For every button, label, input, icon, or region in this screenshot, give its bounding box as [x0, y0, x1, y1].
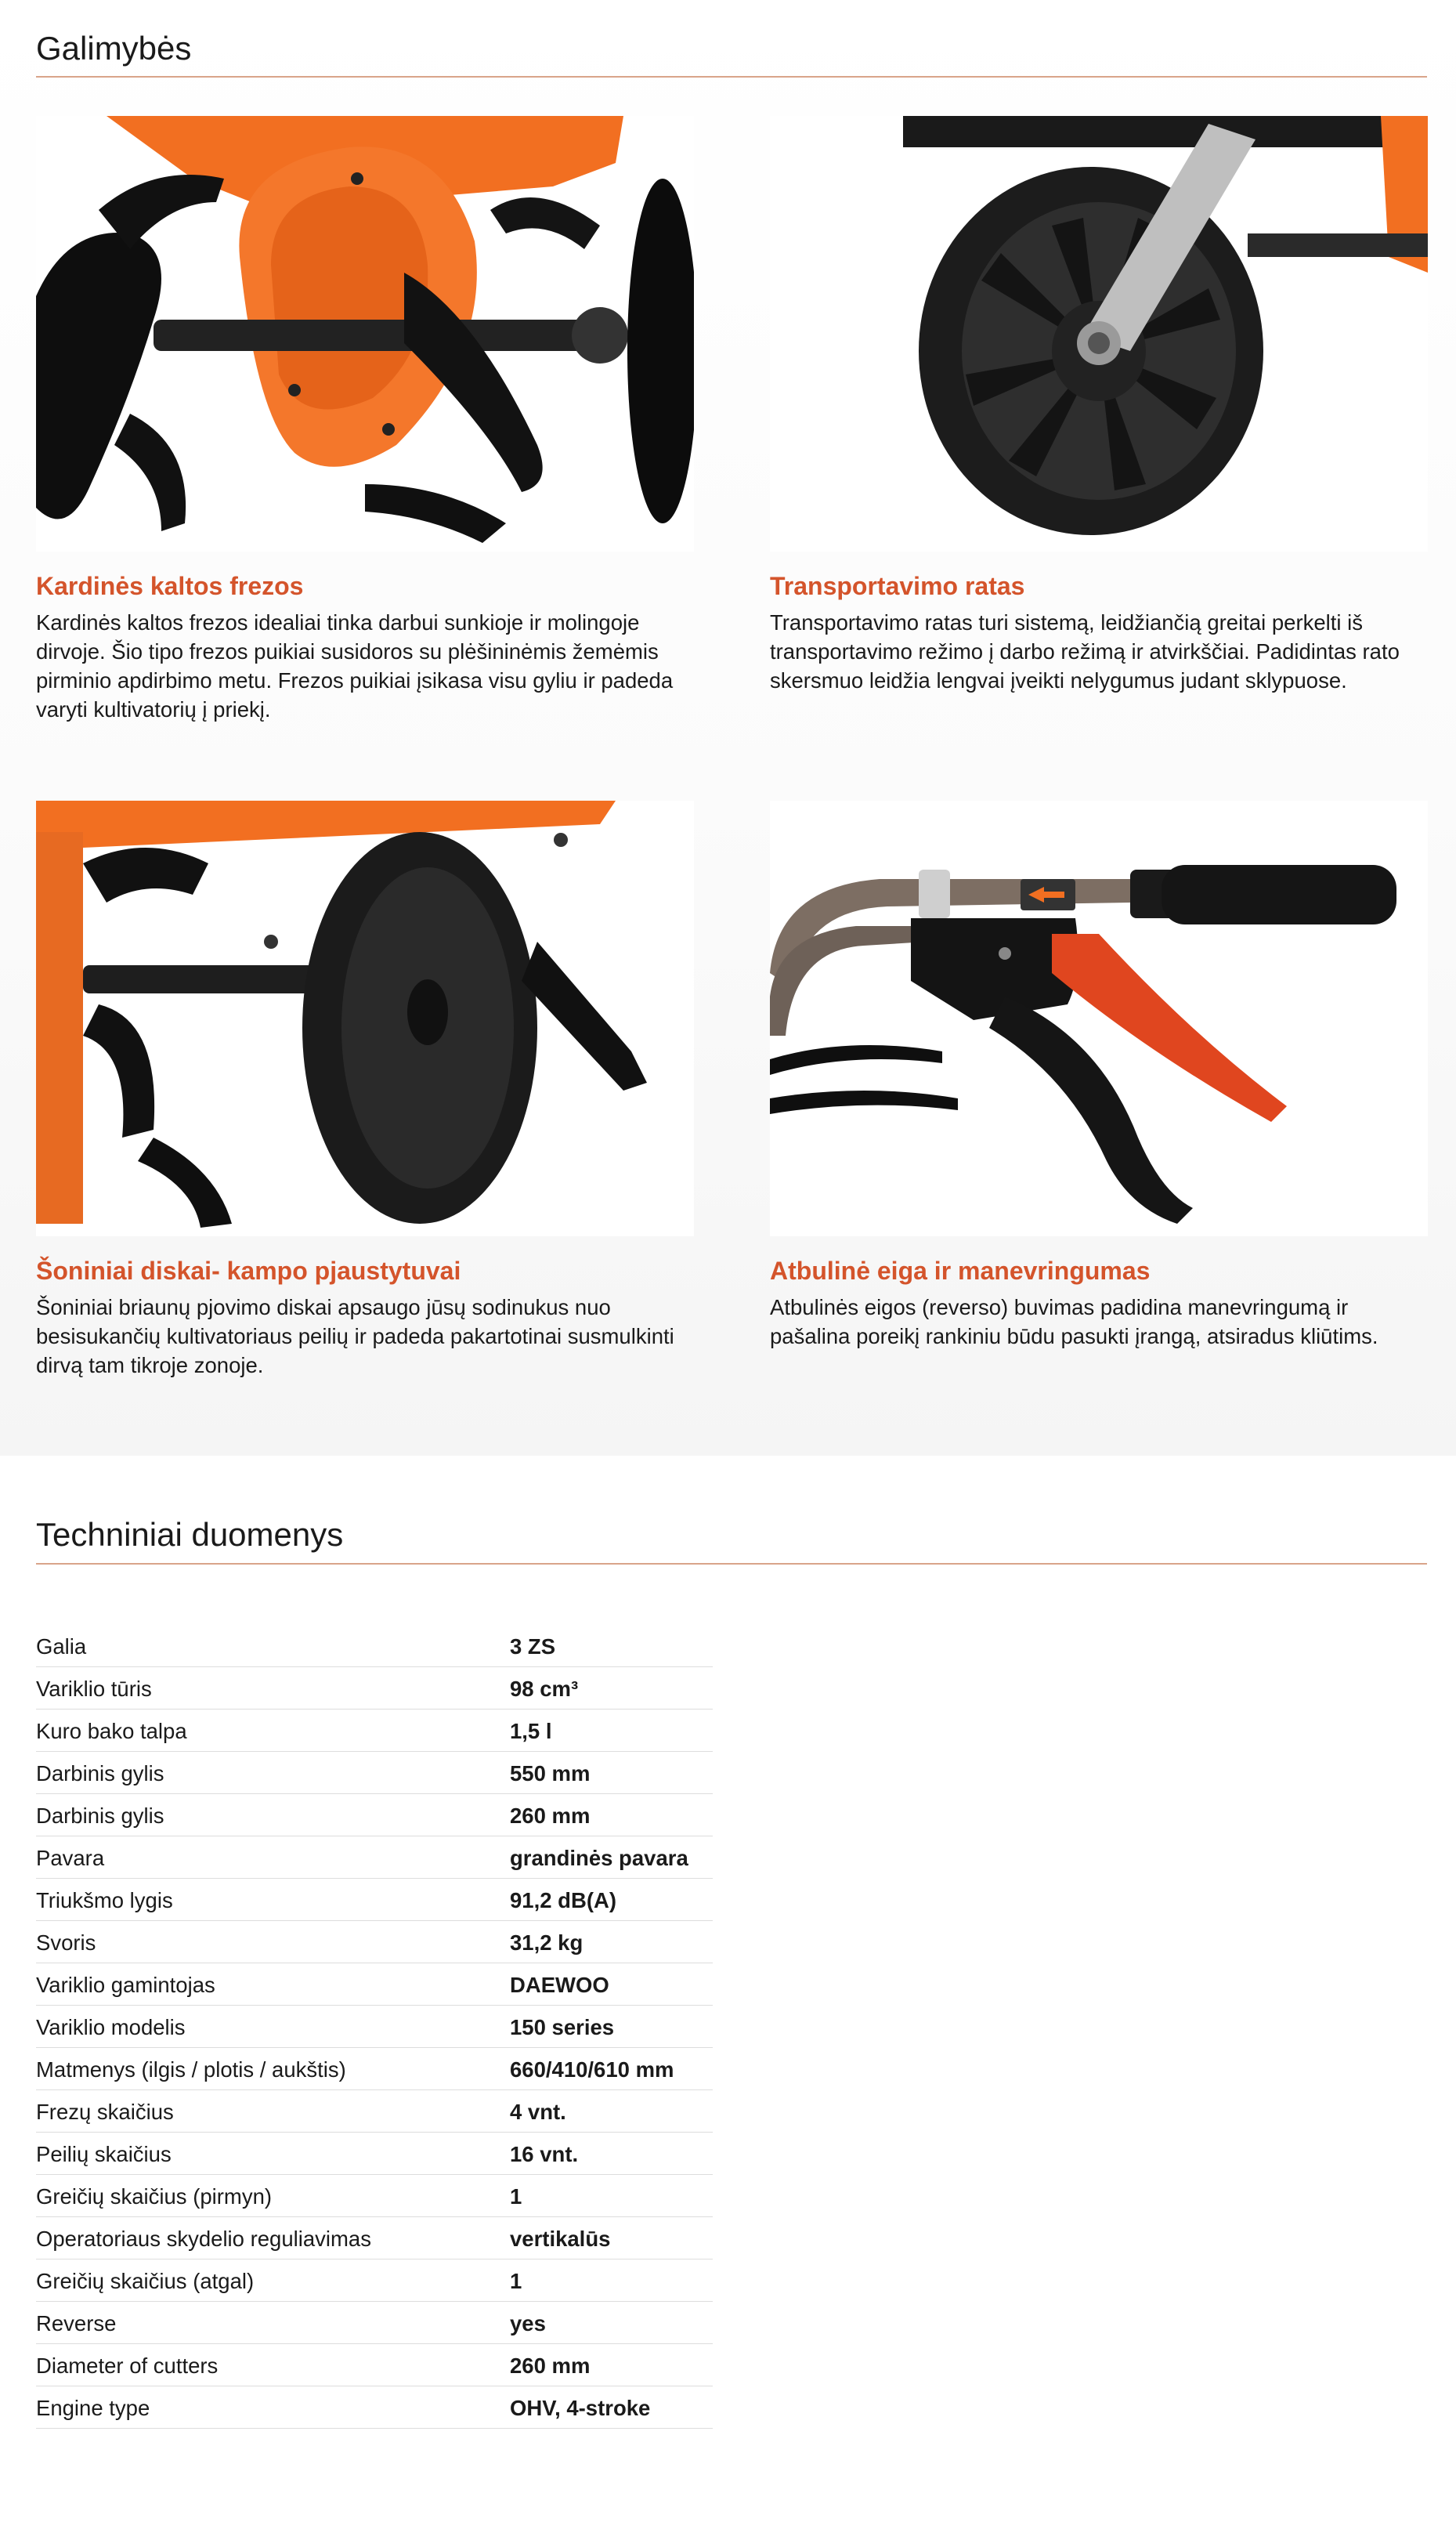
- feature-title-tines: Kardinės kaltos frezos: [36, 572, 304, 600]
- spec-label: Variklio gamintojas: [36, 1963, 510, 2005]
- features-title: Galimybės: [36, 30, 192, 67]
- spec-value: 16 vnt.: [510, 2132, 713, 2174]
- spec-label: Darbinis gylis: [36, 1751, 510, 1793]
- spec-label: Greičių skaičius (atgal): [36, 2259, 510, 2301]
- feature-card-discs: [36, 801, 694, 1380]
- spec-label: Darbinis gylis: [36, 1793, 510, 1836]
- spec-row: [36, 2047, 713, 2089]
- feature-text-wheel: Transportavimo ratas turi sistemą, leidžiančią greitai perkelti iš transportavimo režimo į darbo režimą ir atvirkščiai. Padidintas rato skersmuo leidžia lengvai įveikti nelygumus judant sklypuose.: [770, 610, 1400, 693]
- spec-label: Peilių skaičius: [36, 2132, 510, 2174]
- spec-value: 31,2 kg: [510, 1920, 713, 1963]
- feature-title-wheel: Transportavimo ratas: [770, 572, 1025, 600]
- specs-table-body: [36, 1624, 713, 2428]
- spec-label: Diameter of cutters: [36, 2343, 510, 2386]
- spec-label: Variklio tūris: [36, 1666, 510, 1709]
- feature-text-reverse: Atbulinės eigos (reverso) buvimas padidina manevringumą ir pašalina poreikį rankiniu būdu pasukti įrangą, atsiradus kliūtims.: [770, 1295, 1378, 1348]
- spec-label: Kuro bako talpa: [36, 1709, 510, 1751]
- spec-row: [36, 2132, 713, 2174]
- spec-row: [36, 2343, 713, 2386]
- spec-value: 150 series: [510, 2005, 713, 2047]
- spec-row: [36, 1920, 713, 1963]
- spec-value: vertikalūs: [510, 2216, 713, 2259]
- specs-table: [36, 1624, 713, 2429]
- spec-label: Greičių skaičius (pirmyn): [36, 2174, 510, 2216]
- spec-value: 98 cm³: [510, 1666, 713, 1709]
- handle-lever-photo: [770, 801, 1428, 1236]
- spec-value: yes: [510, 2301, 713, 2343]
- spec-row: [36, 1751, 713, 1793]
- spec-row: [36, 1836, 713, 1878]
- spec-label: Matmenys (ilgis / plotis / aukštis): [36, 2047, 510, 2089]
- spec-label: Operatoriaus skydelio reguliavimas: [36, 2216, 510, 2259]
- feature-title-discs: Šoniniai diskai- kampo pjaustytuvai: [36, 1257, 461, 1285]
- spec-value: 1: [510, 2174, 713, 2216]
- spec-row: [36, 1793, 713, 1836]
- spec-value: 260 mm: [510, 1793, 713, 1836]
- spec-value: 4 vnt.: [510, 2089, 713, 2132]
- spec-row: [36, 2089, 713, 2132]
- spec-row: [36, 1709, 713, 1751]
- spec-row: [36, 2259, 713, 2301]
- side-disc-photo: [36, 801, 694, 1236]
- spec-value: grandinės pavara: [510, 1836, 713, 1878]
- spec-row: [36, 2301, 713, 2343]
- spec-row: [36, 1963, 713, 2005]
- feature-card-tines: [36, 116, 694, 724]
- feature-text-discs: Šoniniai briaunų pjovimo diskai apsaugo jūsų sodinukus nuo besisukančių kultivatoriaus peilių ir padeda pakartotinai susmulkinti dirvą tam tikroje zonoje.: [36, 1295, 674, 1377]
- spec-row: [36, 2386, 713, 2428]
- spec-label: Svoris: [36, 1920, 510, 1963]
- specs-title-divider: [36, 1563, 1427, 1565]
- feature-card-reverse: [770, 801, 1428, 1351]
- spec-value: 660/410/610 mm: [510, 2047, 713, 2089]
- spec-value: 3 ZS: [510, 1624, 713, 1666]
- spec-label: Triukšmo lygis: [36, 1878, 510, 1920]
- spec-label: Pavara: [36, 1836, 510, 1878]
- spec-value: 260 mm: [510, 2343, 713, 2386]
- spec-row: [36, 2216, 713, 2259]
- specs-title: Techniniai duomenys: [36, 1516, 344, 1553]
- spec-label: Frezų skaičius: [36, 2089, 510, 2132]
- spec-row: [36, 1624, 713, 1666]
- spec-label: Variklio modelis: [36, 2005, 510, 2047]
- spec-label: Engine type: [36, 2386, 510, 2428]
- spec-value: 1,5 l: [510, 1709, 713, 1751]
- tiller-tines-photo: [36, 116, 694, 552]
- spec-value: 1: [510, 2259, 713, 2301]
- spec-row: [36, 2005, 713, 2047]
- spec-row: [36, 2174, 713, 2216]
- spec-row: [36, 1666, 713, 1709]
- feature-card-wheel: [770, 116, 1428, 695]
- spec-value: DAEWOO: [510, 1963, 713, 2005]
- features-title-divider: [36, 76, 1427, 78]
- feature-title-reverse: Atbulinė eiga ir manevringumas: [770, 1257, 1151, 1285]
- spec-row: [36, 1878, 713, 1920]
- transport-wheel-photo: [770, 116, 1428, 552]
- spec-value: 91,2 dB(A): [510, 1878, 713, 1920]
- feature-text-tines: Kardinės kaltos frezos idealiai tinka darbui sunkioje ir molingoje dirvoje. Šio tipo frezos puikiai susidoros su plėšininėmis žemėmis pirminio apdirbimo metu. Frezos puikiai įsikasa visu gyliu ir padeda varyti kultivatorių į priekį.: [36, 610, 674, 722]
- spec-label: Galia: [36, 1624, 510, 1666]
- spec-label: Reverse: [36, 2301, 510, 2343]
- spec-value: OHV, 4-stroke: [510, 2386, 713, 2428]
- spec-value: 550 mm: [510, 1751, 713, 1793]
